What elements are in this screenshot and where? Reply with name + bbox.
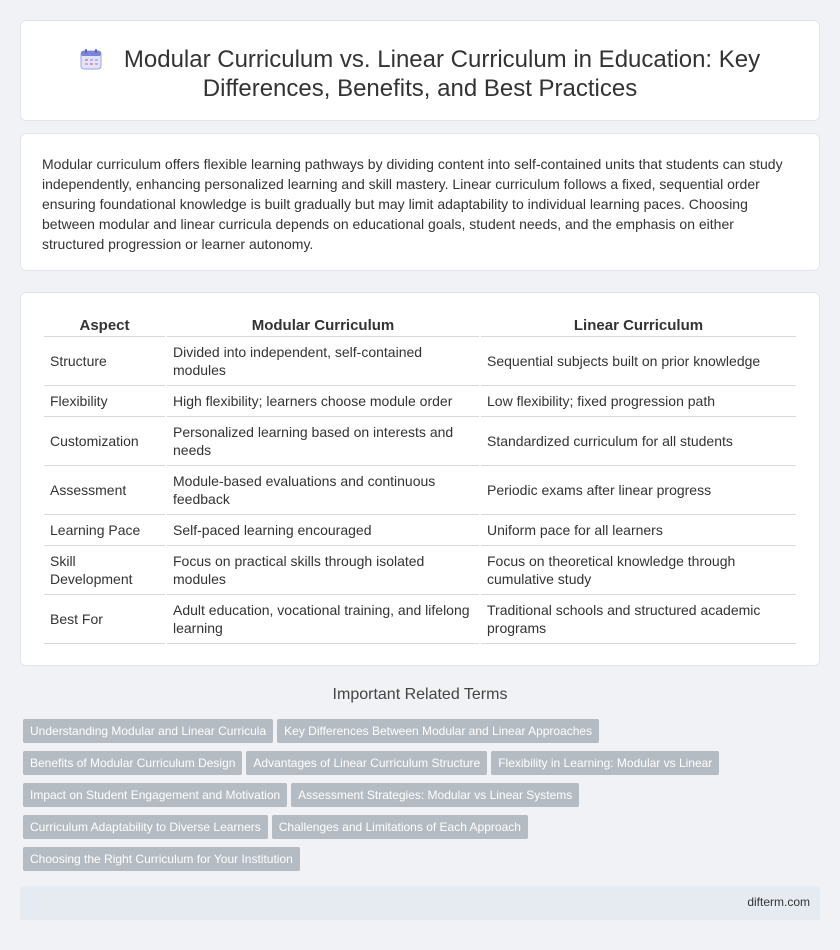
table-row	[44, 466, 796, 515]
row-aspect: Best For	[44, 595, 165, 644]
table-row	[44, 386, 796, 417]
comparison-card	[20, 292, 820, 666]
comparison-table	[42, 315, 798, 644]
row-linear: Focus on theoretical knowledge through cumulative study	[481, 546, 796, 595]
row-modular: Self-paced learning encouraged	[167, 515, 479, 546]
row-linear: Uniform pace for all learners	[481, 515, 796, 546]
footer-site-link[interactable]: difterm.com	[747, 895, 810, 909]
row-modular: Divided into independent, self-contained modules	[167, 337, 479, 386]
row-aspect: Structure	[44, 337, 165, 386]
table-row	[44, 515, 796, 546]
related-terms-heading: Important Related Terms	[332, 686, 508, 703]
row-aspect: Assessment	[44, 466, 165, 515]
row-modular: High flexibility; learners choose module order	[167, 386, 479, 417]
page-title-text: Modular Curriculum vs. Linear Curriculum in Education: Key Differences, Benefits, and Best Practices	[123, 46, 761, 102]
row-aspect: Skill Development	[44, 546, 165, 595]
row-linear: Standardized curriculum for all students	[481, 417, 796, 466]
row-aspect: Flexibility	[44, 386, 165, 417]
related-term-tag[interactable]: Assessment Strategies: Modular vs Linear Systems	[291, 783, 579, 807]
title-card	[20, 20, 820, 121]
related-term-tag[interactable]: Benefits of Modular Curriculum Design	[23, 751, 242, 775]
row-modular: Module-based evaluations and continuous feedback	[167, 466, 479, 515]
row-aspect: Customization	[44, 417, 165, 466]
table-row	[44, 546, 796, 595]
related-term-tag[interactable]: Advantages of Linear Curriculum Structure	[246, 751, 487, 775]
related-term-tag[interactable]: Impact on Student Engagement and Motivation	[23, 783, 287, 807]
related-term-tag[interactable]: Choosing the Right Curriculum for Your Institution	[23, 847, 300, 871]
row-aspect: Learning Pace	[44, 515, 165, 546]
row-linear: Periodic exams after linear progress	[481, 466, 796, 515]
related-term-tag[interactable]: Curriculum Adaptability to Diverse Learners	[23, 815, 268, 839]
related-term-tag[interactable]: Challenges and Limitations of Each Approach	[272, 815, 528, 839]
header-modular: Modular Curriculum	[167, 315, 479, 337]
intro-card	[20, 133, 820, 271]
row-linear: Low flexibility; fixed progression path	[481, 386, 796, 417]
header-linear: Linear Curriculum	[481, 315, 796, 337]
footer	[20, 886, 820, 920]
intro-paragraph: Modular curriculum offers flexible learning pathways by dividing content into self-contained units that students can study independently, enhancing personalized learning and skill mastery. Linear curriculum follows a fixed, sequential order ensuring foundational knowledge is built gradually but may limit adaptability to individual learning paces. Choosing between modular and linear curricula depends on educational goals, student needs, and the emphasis on either structured progression or learner autonomy.	[42, 156, 783, 252]
row-modular: Focus on practical skills through isolated modules	[167, 546, 479, 595]
table-row	[44, 595, 796, 644]
row-modular: Personalized learning based on interests and needs	[167, 417, 479, 466]
row-linear: Traditional schools and structured academic programs	[481, 595, 796, 644]
page-title	[21, 45, 819, 103]
related-terms-list	[23, 719, 813, 879]
header-aspect: Aspect	[44, 315, 165, 337]
related-term-tag[interactable]: Key Differences Between Modular and Linear Approaches	[277, 719, 599, 743]
related-term-tag[interactable]: Understanding Modular and Linear Curricula	[23, 719, 273, 743]
related-term-tag[interactable]: Flexibility in Learning: Modular vs Linear	[491, 751, 719, 775]
table-header-row	[44, 315, 796, 337]
table-row	[44, 337, 796, 386]
table-row	[44, 417, 796, 466]
row-modular: Adult education, vocational training, and lifelong learning	[167, 595, 479, 644]
row-linear: Sequential subjects built on prior knowledge	[481, 337, 796, 386]
calendar-icon	[80, 48, 102, 70]
